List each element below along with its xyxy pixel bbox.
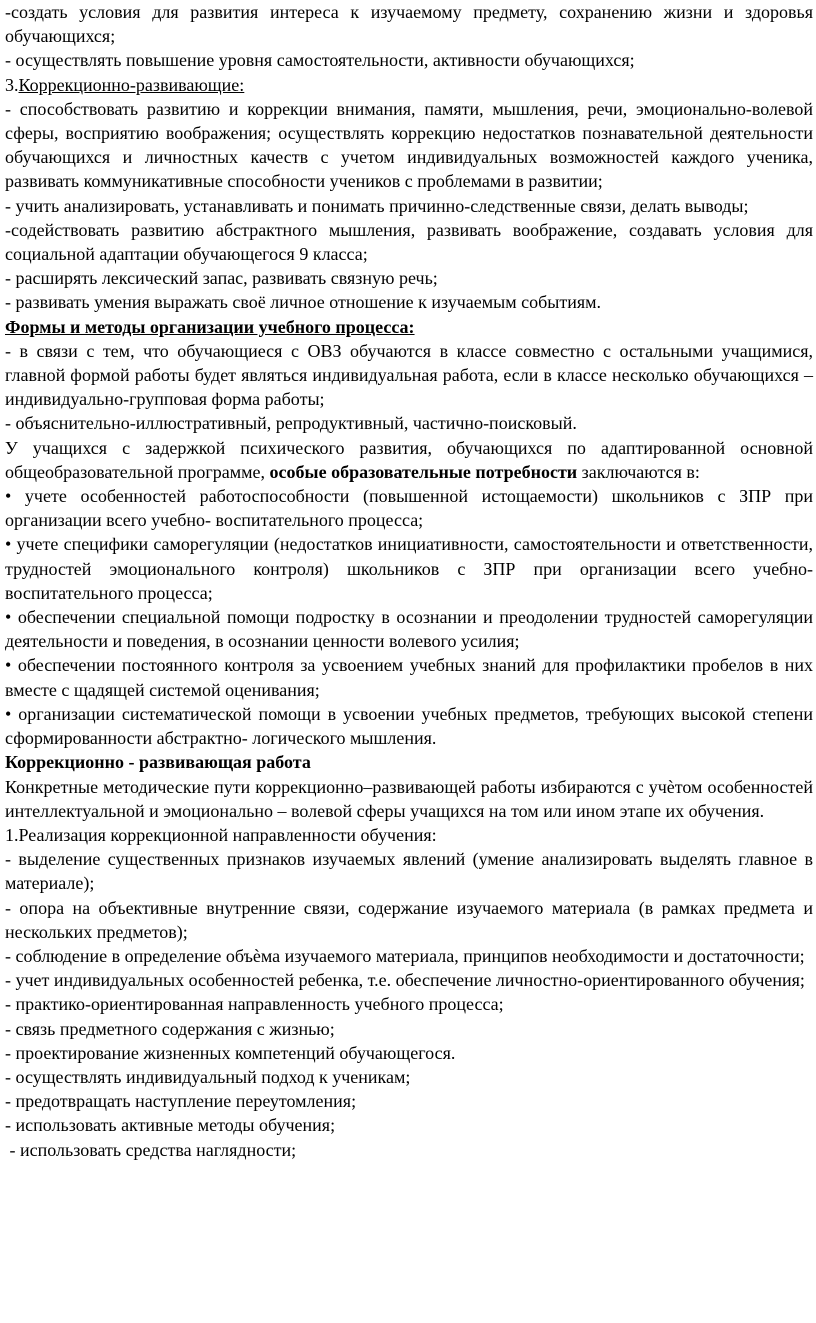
- section-number: 3.: [5, 74, 19, 95]
- paragraph: Конкретные методические пути коррекционно–развивающей работы избираются с учѐтом особенностей интеллектуальной и эмоционально – волевой сферы учащихся на том или ином этапе их обучения.: [5, 776, 813, 821]
- paragraph: [5, 436, 813, 484]
- list-item: - использовать средства наглядности;: [5, 1139, 297, 1160]
- bullet-item: • учете специфики саморегуляции (недостатков инициативности, самостоятельности и ответственности, трудностей эмоционального контроля) школьников с ЗПР при организации всего учебно-воспитательного процесса;: [5, 534, 813, 603]
- section-heading: Формы и методы организации учебного процесса:: [5, 316, 415, 337]
- paragraph-text: У учащихся с задержкой психического развития, обучающихся по адаптированной основной общеобразовательной программе,: [5, 437, 813, 482]
- bullet-item: • обеспечении постоянного контроля за усвоением учебных знаний для профилактики пробелов в них вместе с щадящей системой оценивания;: [5, 655, 813, 700]
- paragraph: - расширять лексический запас, развивать связную речь;: [5, 268, 438, 289]
- list-item: - предотвращать наступление переутомления;: [5, 1091, 357, 1112]
- paragraph: - учить анализировать, устанавливать и понимать причинно-следственные связи, делать выводы;: [5, 195, 749, 216]
- paragraph: - в связи с тем, что обучающиеся с ОВЗ обучаются в классе совместно с остальными учащимися, главной формой работы будет являться индивидуальная работа, если в классе несколько обучающихся – индивидуально-групповая форма работы;: [5, 340, 813, 410]
- list-item: - опора на объективные внутренние связи, содержание изучаемого материала (в рамках предмета и нескольких предметов);: [5, 897, 813, 942]
- bullet-item: • обеспечении специальной помощи подростку в осознании и преодолении трудностей саморегуляции деятельности и поведения, в осознании ценности волевого усилия;: [5, 607, 813, 652]
- paragraph: - осуществлять повышение уровня самостоятельности, активности обучающихся;: [5, 50, 635, 71]
- section-heading-text: Коррекционно-развивающие:: [18, 74, 245, 95]
- paragraph: -содействовать развитию абстрактного мышления, развивать воображение, создавать условия для социальной адаптации обучающегося 9 класса;: [5, 219, 813, 265]
- list-item: - осуществлять индивидуальный подход к ученикам;: [5, 1066, 411, 1087]
- paragraph: 1.Реализация коррекционной направленности обучения:: [5, 824, 437, 845]
- paragraph-text: заключаются в:: [577, 461, 700, 482]
- paragraph: - объяснительно-иллюстративный, репродуктивный, частично-поисковый.: [5, 413, 577, 434]
- paragraph: -создать условия для развития интереса к изучаемому предмету, сохранению жизни и здоровья обучающихся;: [5, 2, 813, 47]
- paragraph: - способствовать развитию и коррекции внимания, памяти, мышления, речи, эмоционально-волевой сферы, восприятию воображения; осуществлять коррекцию недостатков познавательной деятельности обучающихся и личностных качеств с учетом индивидуальных возможностей каждого ученика, развивать коммуникативные способности учеников с проблемами в развитии;: [5, 98, 813, 192]
- section-heading: [5, 73, 813, 97]
- paragraph: - развивать умения выражать своё личное отношение к изучаемым событиям.: [5, 292, 602, 313]
- bullet-item: • организации систематической помощи в усвоении учебных предметов, требующих высокой степени сформированности абстрактно- логического мышления.: [5, 703, 813, 749]
- bullet-item: • учете особенностей работоспособности (повышенной истощаемости) школьников с ЗПР при организации всего учебно- воспитательного процесса;: [5, 486, 813, 531]
- list-item: - выделение существенных признаков изучаемых явлений (умение анализировать выделять главное в материале);: [5, 849, 813, 894]
- section-heading: Коррекционно - развивающая работа: [5, 752, 311, 773]
- list-item: - связь предметного содержания с жизнью;: [5, 1018, 335, 1039]
- document-page: [5, 0, 813, 1162]
- list-item: - учет индивидуальных особенностей ребенка, т.е. обеспечение личностно-ориентированного обучения;: [5, 970, 805, 991]
- list-item: - проектирование жизненных компетенций обучающегося.: [5, 1042, 456, 1063]
- bold-phrase: особые образовательные потребности: [269, 461, 578, 482]
- list-item: - практико-ориентированная направленность учебного процесса;: [5, 994, 504, 1015]
- list-item: - соблюдение в определение объѐма изучаемого материала, принципов необходимости и достаточности;: [5, 945, 805, 966]
- list-item: - использовать активные методы обучения;: [5, 1115, 336, 1136]
